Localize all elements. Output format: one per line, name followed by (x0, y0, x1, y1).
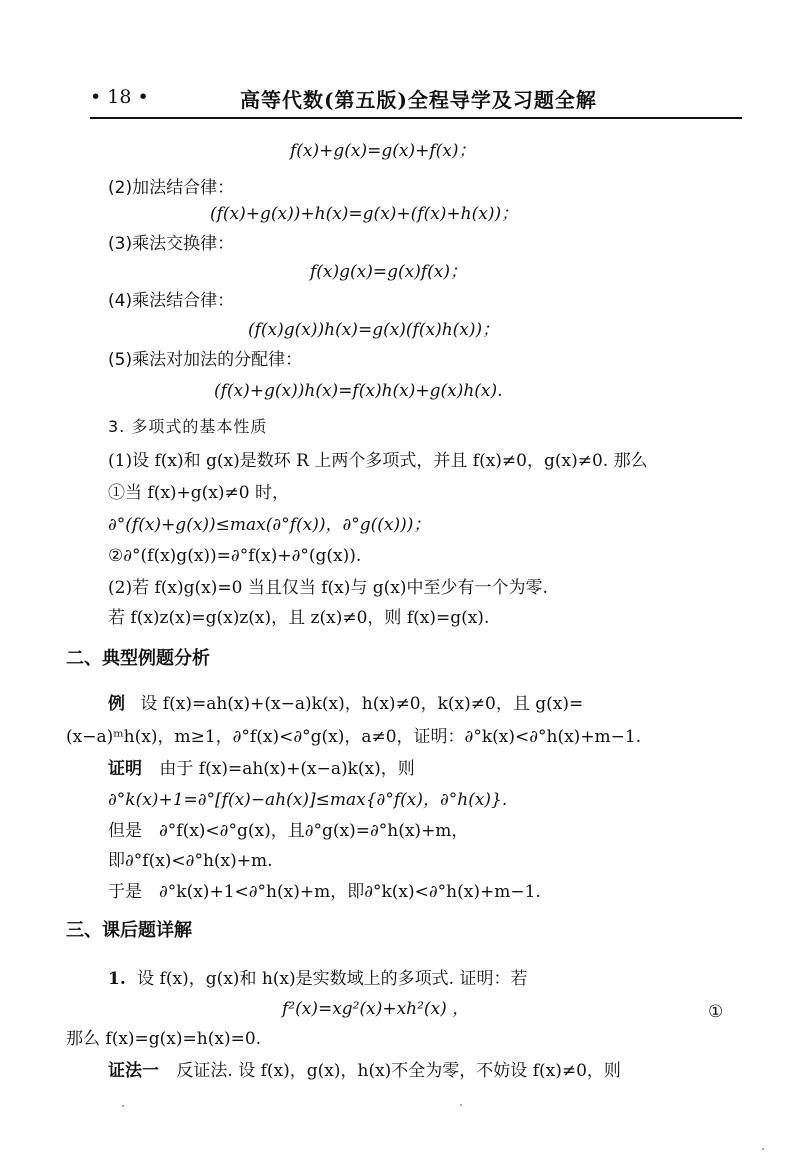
formula-mul-assoc: (f(x)g(x))h(x)=g(x)(f(x)h(x))； (248, 320, 500, 340)
formula-mul-comm: f(x)g(x)=g(x)f(x)； (310, 262, 468, 282)
formula-distributive: (f(x)+g(x))h(x)=f(x)h(x)+g(x)h(x). (214, 381, 503, 401)
page-header (90, 86, 740, 116)
exercise-number: 1. (108, 969, 126, 989)
example-label: 例 (108, 694, 125, 714)
label-distributive: (5)乘法对加法的分配律： (108, 350, 303, 370)
property-1-a-formula: ∂°(f(x)+g(x))≤max(∂°f(x))，∂°g((x)))； (108, 515, 431, 535)
property-1-b: ②∂°(f(x)g(x))=∂°f(x)+∂°(g(x)). (108, 546, 362, 566)
property-1: (1)设 f(x)和 g(x)是数环 R 上两个多项式，并且 f(x)≠0，g(x)≠0. 那么 (108, 451, 648, 471)
running-title: 高等代数(第五版)全程导学及习题全解 (240, 88, 597, 112)
scan-speck (122, 1105, 124, 1107)
formula-add-comm: f(x)+g(x)=g(x)+f(x)； (290, 141, 476, 161)
scan-speck (762, 1148, 764, 1150)
header-rule (90, 117, 742, 119)
method-1-line (108, 1060, 621, 1082)
label-add-assoc: (2)加法结合律： (108, 178, 235, 198)
section-2-title: 二、典型例题分析 (66, 648, 210, 669)
label-mul-assoc: (4)乘法结合律： (108, 291, 235, 311)
example-text-1: 设 f(x)=ah(x)+(x−a)k(x)，h(x)≠0，k(x)≠0，且 g(x)= (140, 694, 584, 714)
example-line-2: (x−a)ᵐh(x)，m≥1，∂°f(x)<∂°g(x)，a≠0，证明：∂°k(x)<∂°h(x)+m−1. (66, 727, 642, 747)
proof-label: 证明 (108, 759, 142, 779)
formula-add-assoc: (f(x)+g(x))+h(x)=g(x)+(f(x)+h(x))； (210, 204, 519, 224)
method-1-label: 证法一 (108, 1061, 159, 1081)
exercise-formula-tag: ① (708, 1002, 724, 1022)
label-mul-comm: (3)乘法交换律： (108, 234, 235, 254)
property-2: (2)若 f(x)g(x)=0 当且仅当 f(x)与 g(x)中至少有一个为零. (108, 578, 548, 598)
proof-line-5: 于是 ∂°k(x)+1<∂°h(x)+m，即∂°k(x)<∂°h(x)+m−1. (108, 882, 541, 902)
section-3-title: 三、课后题详解 (66, 920, 192, 941)
exercise-line-2: 那么 f(x)=g(x)=h(x)=0. (66, 1029, 262, 1049)
proof-line-3: 但是 ∂°f(x)<∂°g(x)，且∂°g(x)=∂°h(x)+m， (108, 821, 469, 841)
proof-line-2: ∂°k(x)+1=∂°[f(x)−ah(x)]≤max{∂°f(x)，∂°h(x)}. (108, 790, 508, 810)
proof-line-4: 即∂°f(x)<∂°h(x)+m. (108, 851, 273, 871)
scan-speck (460, 1104, 462, 1106)
proof-text-1: 由于 f(x)=ah(x)+(x−a)k(x)，则 (159, 759, 415, 779)
exercise-text-1: 设 f(x)，g(x)和 h(x)是实数域上的多项式. 证明：若 (137, 969, 528, 989)
exercise-formula: f²(x)=xg²(x)+xh²(x) ， (282, 999, 470, 1019)
property-2-b: 若 f(x)z(x)=g(x)z(x)，且 z(x)≠0，则 f(x)=g(x). (108, 608, 490, 628)
method-1-text: 反证法. 设 f(x)，g(x)，h(x)不全为零，不妨设 f(x)≠0，则 (176, 1061, 621, 1081)
property-1-a: ①当 f(x)+g(x)≠0 时， (108, 483, 289, 503)
example-line-1 (108, 693, 583, 715)
proof-line-1 (108, 758, 415, 780)
exercise-line-1 (108, 968, 527, 990)
page-number: • 18 • (90, 86, 149, 108)
subheading-basic-properties: 3. 多项式的基本性质 (108, 417, 268, 436)
